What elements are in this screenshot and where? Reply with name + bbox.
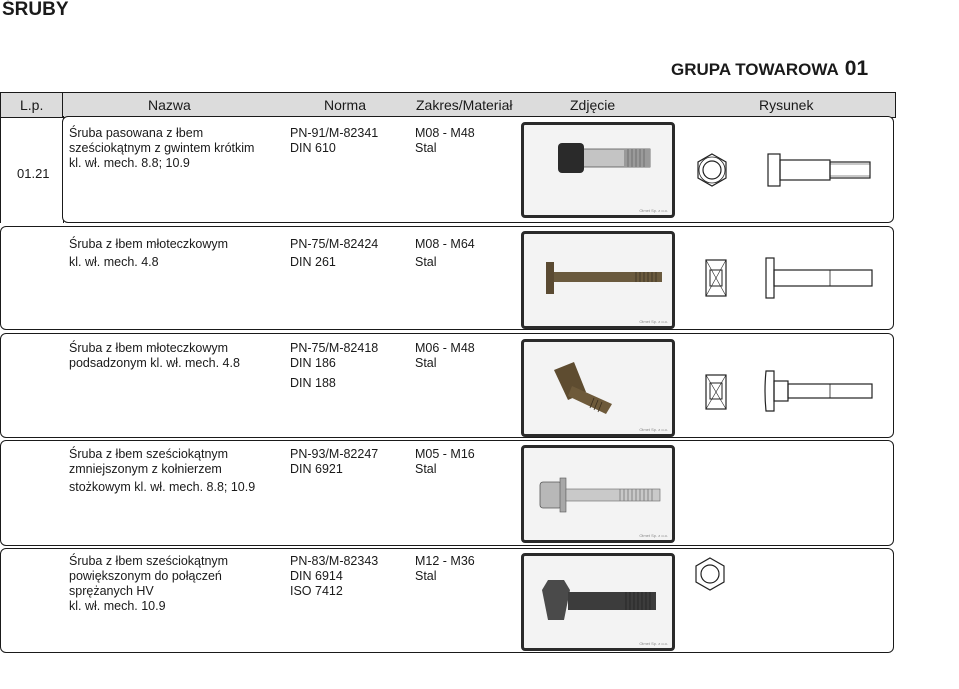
table-row xyxy=(0,440,894,546)
range-value: M05 - M16 xyxy=(415,447,475,461)
row-norm xyxy=(290,235,378,271)
photo-credit: Olmet Sp. z o.o. xyxy=(639,319,668,324)
row-range xyxy=(415,235,475,271)
norm-line: DIN 610 xyxy=(290,141,336,155)
norm-line: PN-83/M-82343 xyxy=(290,554,379,568)
row-range xyxy=(415,126,475,156)
technical-drawing xyxy=(680,361,880,426)
row-name xyxy=(69,447,255,495)
name-line: Śruba z łbem młoteczkowym xyxy=(69,341,229,355)
hammer-head-bolt-icon xyxy=(524,234,672,326)
product-photo xyxy=(521,445,675,543)
row-norm xyxy=(290,126,378,156)
name-line: kl. wł. mech. 4.8 xyxy=(69,255,159,269)
photo-credit: Olmet Sp. z o.o. xyxy=(639,427,668,432)
header-name: Nazwa xyxy=(148,97,191,113)
group-title xyxy=(671,57,868,81)
hammer-head-bolt-drawing-icon xyxy=(680,248,880,308)
row-code: 01.21 xyxy=(17,166,50,181)
name-line: Śruba z łbem młoteczkowym xyxy=(69,237,229,251)
square-neck-hammer-bolt-icon xyxy=(524,342,672,434)
row-range xyxy=(415,341,475,371)
photo-credit: Olmet Sp. z o.o. xyxy=(639,641,668,646)
norm-line: PN-75/M-82424 xyxy=(290,237,379,251)
technical-drawing xyxy=(680,146,880,201)
row-norm xyxy=(290,554,378,599)
row-norm xyxy=(290,341,378,391)
norm-line: PN-91/M-82341 xyxy=(290,126,379,140)
row-range xyxy=(415,447,475,477)
row-name xyxy=(69,341,240,371)
technical-drawing xyxy=(680,554,740,599)
row-name xyxy=(69,554,228,614)
name-line: kl. wł. mech. 10.9 xyxy=(69,599,166,613)
material-value: Stal xyxy=(415,255,437,269)
name-line: Śruba pasowana z łbem xyxy=(69,126,204,140)
header-photo: Zdjęcie xyxy=(570,97,616,113)
header-range: Zakres/Materiał xyxy=(416,97,513,113)
name-line: zmniejszonym z kołnierzem xyxy=(69,462,222,476)
table-header xyxy=(0,92,63,118)
material-value: Stal xyxy=(415,141,437,155)
row-name xyxy=(69,126,254,171)
norm-line: PN-75/M-82418 xyxy=(290,341,379,355)
norm-line: DIN 6921 xyxy=(290,462,343,476)
name-line: stożkowym kl. wł. mech. 8.8; 10.9 xyxy=(69,480,256,494)
name-line: Śruba z łbem sześciokątnym xyxy=(69,554,229,568)
material-value: Stal xyxy=(415,356,437,370)
range-value: M08 - M48 xyxy=(415,126,475,140)
row-range xyxy=(415,554,475,584)
table-row xyxy=(0,548,894,653)
hex-head-bolt-drawing-icon xyxy=(680,146,880,196)
table-row xyxy=(0,333,894,438)
table-row xyxy=(0,116,894,223)
row-name xyxy=(69,235,228,271)
group-number: 01 xyxy=(844,57,869,80)
material-value: Stal xyxy=(415,462,437,476)
product-photo xyxy=(521,553,675,651)
norm-line: PN-93/M-82247 xyxy=(290,447,379,461)
norm-line: DIN 261 xyxy=(290,255,336,269)
hex-head-bolt-icon xyxy=(524,125,672,215)
name-line: sprężanych HV xyxy=(69,584,154,598)
name-line: kl. wł. mech. 8.8; 10.9 xyxy=(69,156,190,170)
header-drawing: Rysunek xyxy=(759,97,814,113)
product-photo xyxy=(521,231,675,329)
name-line: sześciokątnym z gwintem krótkim xyxy=(69,141,255,155)
product-photo xyxy=(521,122,675,218)
norm-line: ISO 7412 xyxy=(290,584,343,598)
header-norm: Norma xyxy=(324,97,367,113)
table-header-main xyxy=(62,92,896,118)
range-value: M06 - M48 xyxy=(415,341,475,355)
hv-bolt-icon xyxy=(524,556,672,648)
hv-bolt-drawing-icon xyxy=(680,554,740,594)
name-line: powiększonym do połączeń xyxy=(69,569,222,583)
name-line: Śruba z łbem sześciokątnym xyxy=(69,447,229,461)
row-norm xyxy=(290,447,378,477)
norm-line: DIN 186 xyxy=(290,356,336,370)
norm-line: DIN 6914 xyxy=(290,569,343,583)
header-lp: L.p. xyxy=(20,97,44,113)
range-value: M08 - M64 xyxy=(415,237,475,251)
product-photo xyxy=(521,339,675,437)
norm-line: DIN 188 xyxy=(290,376,336,390)
photo-credit: Olmet Sp. z o.o. xyxy=(639,533,668,538)
name-line: podsadzonym kl. wł. mech. 4.8 xyxy=(69,356,240,370)
group-label: GRUPA TOWAROWA xyxy=(671,60,839,79)
photo-credit: Olmet Sp. z o.o. xyxy=(639,208,668,213)
table-row xyxy=(0,226,894,330)
technical-drawing xyxy=(680,248,880,313)
range-value: M12 - M36 xyxy=(415,554,475,568)
square-neck-hammer-bolt-drawing-icon xyxy=(680,361,880,421)
page-title: ŚRUBY xyxy=(2,0,69,20)
flange-bolt-icon xyxy=(524,448,672,540)
material-value: Stal xyxy=(415,569,437,583)
